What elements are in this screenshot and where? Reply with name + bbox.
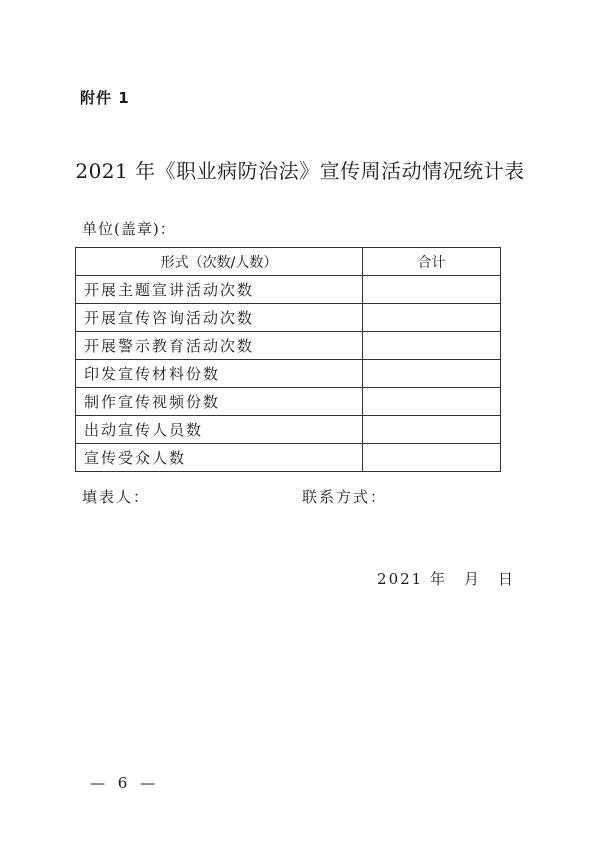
date-line: 2021 年 月 日 [377, 570, 515, 588]
table-row [76, 416, 501, 444]
row-label: 出动宣传人员数 [76, 416, 363, 444]
table-row [76, 276, 501, 304]
row-total-cell [363, 360, 501, 388]
table-header-row [76, 248, 501, 276]
table-row [76, 388, 501, 416]
statistics-table [75, 247, 501, 472]
row-total-cell [363, 276, 501, 304]
table-row [76, 444, 501, 472]
row-total-cell [363, 304, 501, 332]
filler-label: 填表人： [82, 488, 151, 506]
page-number: — 6 — [90, 774, 160, 792]
attachment-label: 附件 1 [80, 89, 130, 107]
header-total: 合计 [363, 248, 501, 276]
row-total-cell [363, 388, 501, 416]
table-row [76, 332, 501, 360]
table-row [76, 360, 501, 388]
row-label: 制作宣传视频份数 [76, 388, 363, 416]
row-label: 印发宣传材料份数 [76, 360, 363, 388]
row-total-cell [363, 416, 501, 444]
row-total-cell [363, 332, 501, 360]
document-title: 2021 年《职业病防治法》宣传周活动情况统计表 [75, 159, 525, 183]
row-label: 宣传受众人数 [76, 444, 363, 472]
signature-row [82, 486, 502, 507]
header-form: 形式（次数/人数） [76, 248, 363, 276]
row-label: 开展主题宣讲活动次数 [76, 276, 363, 304]
row-total-cell [363, 444, 501, 472]
row-label: 开展警示教育活动次数 [76, 332, 363, 360]
row-label: 开展宣传咨询活动次数 [76, 304, 363, 332]
contact-label: 联系方式： [302, 488, 388, 506]
table-row [76, 304, 501, 332]
unit-stamp-label: 单位(盖章)： [82, 220, 176, 238]
